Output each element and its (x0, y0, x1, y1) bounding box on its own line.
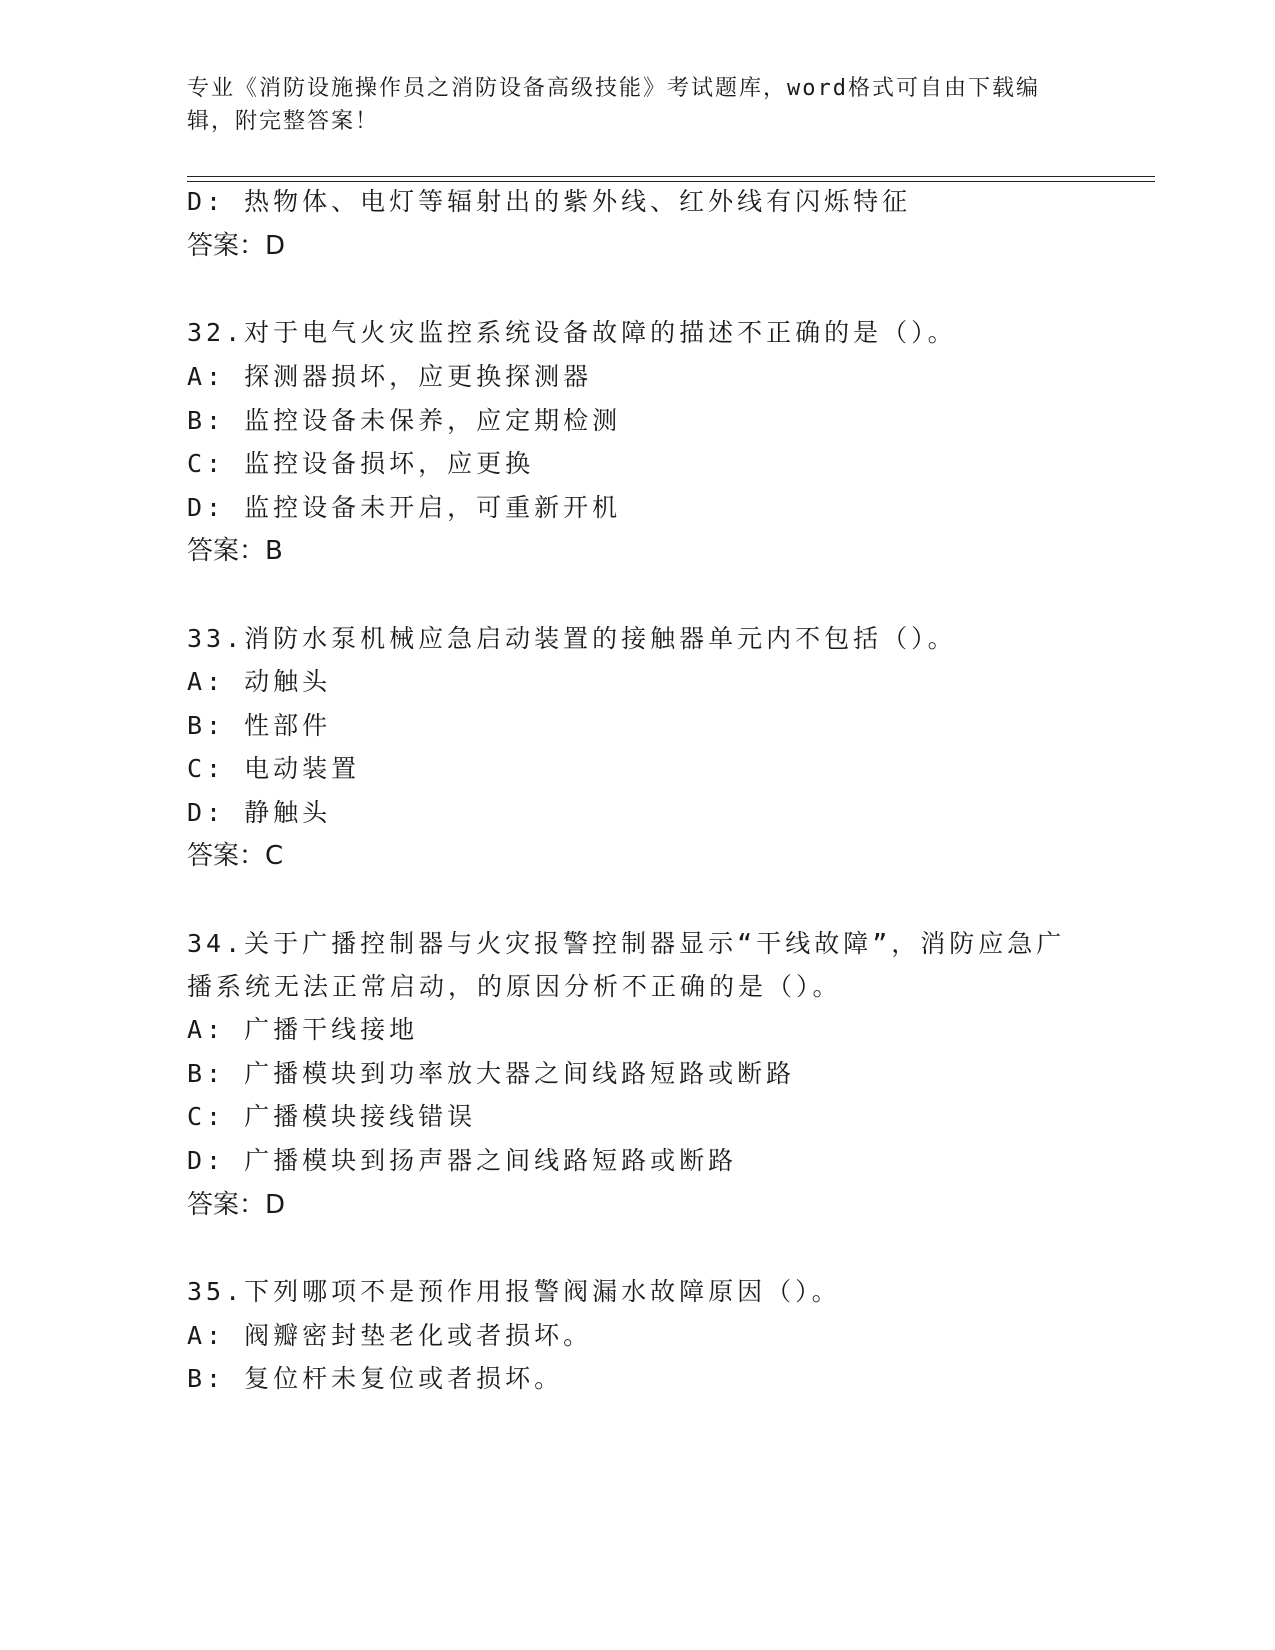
header-rule-top (187, 176, 1155, 177)
q31-answer: 答案：D (187, 231, 286, 261)
q32-option-b: B: 监控设备未保养，应定期检测 (187, 406, 622, 435)
q34-question-line2: 播系统无法正常启动，的原因分析不正确的是（）。 (187, 972, 842, 1001)
q33-answer: 答案：C (187, 841, 284, 871)
q34-option-c: C: 广播模块接线错误 (187, 1102, 477, 1131)
q33-option-c: C: 电动装置 (187, 754, 361, 783)
q34-question-line1: 34.关于广播控制器与火灾报警控制器显示“干线故障”，消防应急广 (187, 929, 1066, 958)
q33-question: 33.消防水泵机械应急启动装置的接触器单元内不包括（）。 (187, 624, 957, 653)
q34-answer: 答案：D (187, 1190, 286, 1220)
q31-option-d: D: 热物体、电灯等辐射出的紫外线、红外线有闪烁特征 (187, 187, 912, 216)
document-header: 专业《消防设施操作员之消防设备高级技能》考试题库，word格式可自由下载编辑，附完整答案！ (187, 76, 1040, 134)
q32-question: 32.对于电气火灾监控系统设备故障的描述不正确的是（）。 (187, 318, 957, 347)
q33-option-a: A: 动触头 (187, 667, 332, 696)
q34-option-d: D: 广播模块到扬声器之间线路短路或断路 (187, 1146, 738, 1175)
q33-option-d: D: 静触头 (187, 798, 332, 827)
q32-option-d: D: 监控设备未开启，可重新开机 (187, 493, 622, 522)
q34-option-b: B: 广播模块到功率放大器之间线路短路或断路 (187, 1059, 796, 1088)
q32-answer: 答案：B (187, 536, 283, 566)
q35-option-b: B: 复位杆未复位或者损坏。 (187, 1364, 564, 1393)
q34-option-a: A: 广播干线接地 (187, 1015, 419, 1044)
header-rule-bottom (187, 181, 1155, 182)
q35-question: 35.下列哪项不是预作用报警阀漏水故障原因（）。 (187, 1277, 841, 1306)
q32-option-c: C: 监控设备损坏，应更换 (187, 449, 535, 478)
q35-option-a: A: 阀瓣密封垫老化或者损坏。 (187, 1321, 593, 1350)
q33-option-b: B: 性部件 (187, 711, 332, 740)
q32-option-a: A: 探测器损坏，应更换探测器 (187, 362, 593, 391)
